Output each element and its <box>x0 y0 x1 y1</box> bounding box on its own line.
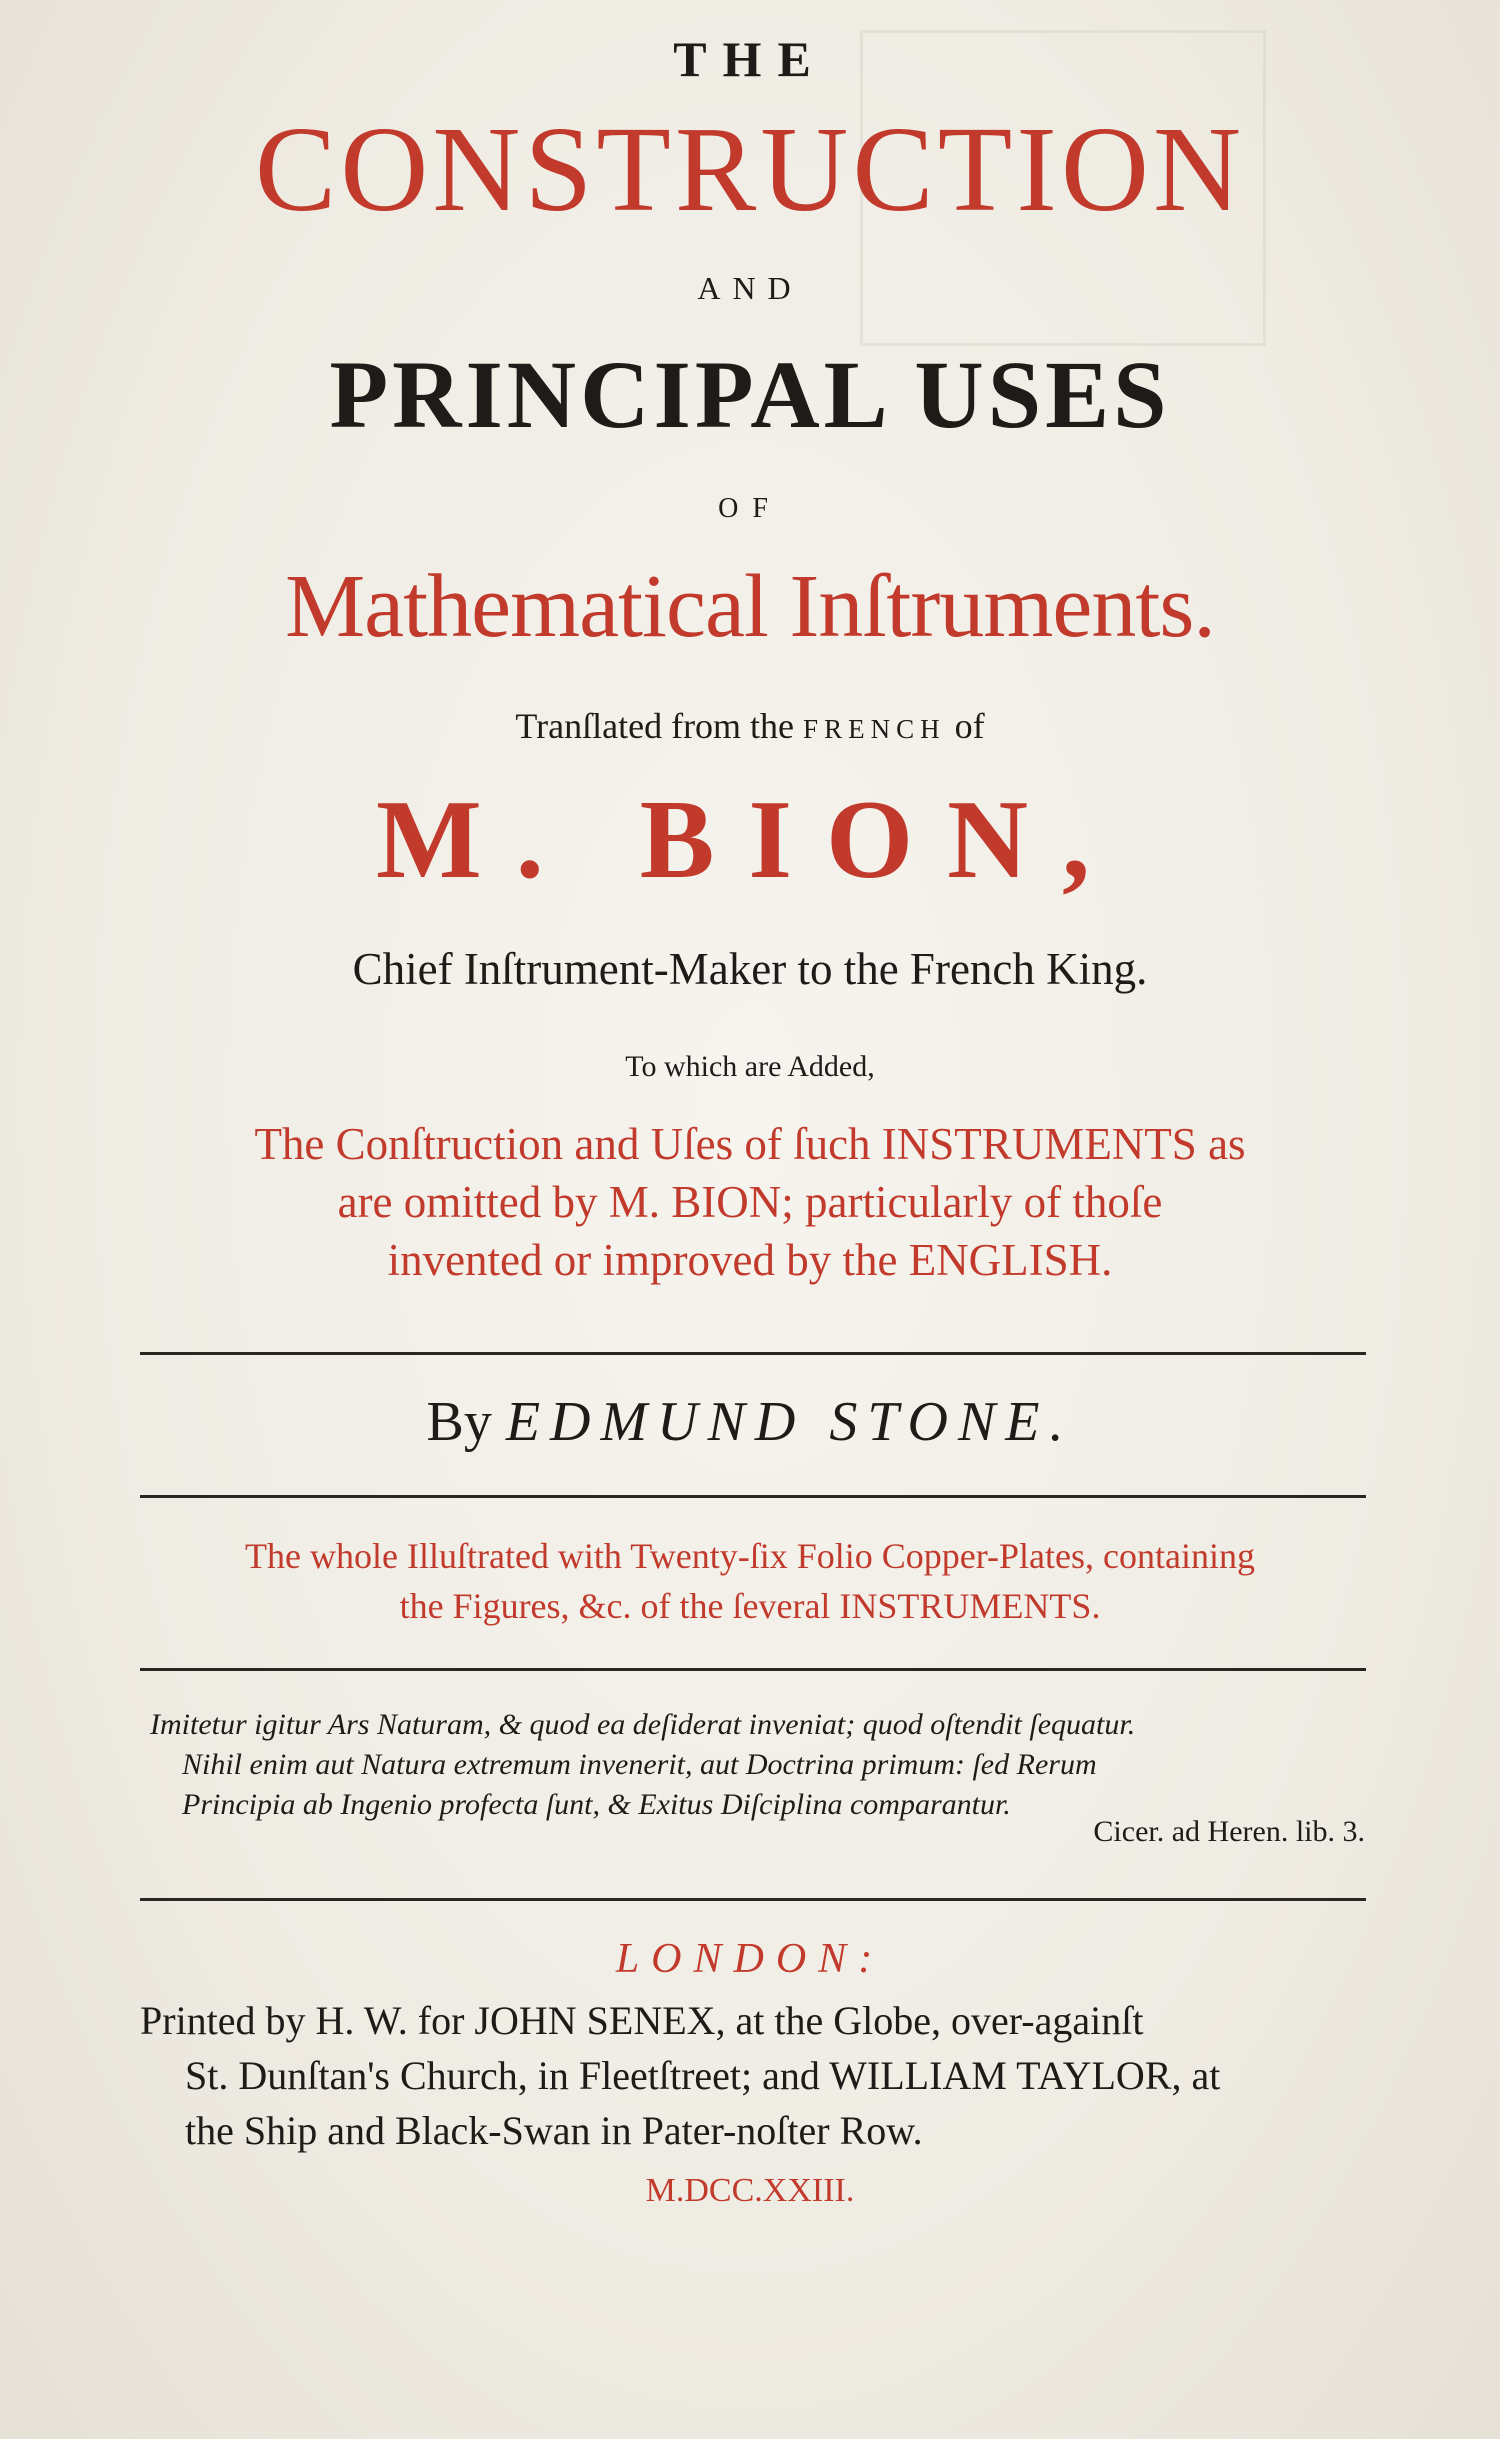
title-the: THE <box>673 31 827 87</box>
illustration-line-1: The whole Illuſtrated with Twenty-ſix Folio Copper-Plates, containing <box>245 1536 1255 1576</box>
divider-rule <box>140 1898 1366 1901</box>
quotation-source: Cicer. ad Heren. lib. 3. <box>1093 1815 1365 1848</box>
imprint-city: LONDON: <box>615 1936 885 1982</box>
imprint-line-2: St. Dunſtan's Church, in Fleetſtreet; and WILLIAM TAYLOR, at <box>185 2053 1221 2098</box>
title-principal-uses: PRINCIPAL USES <box>329 341 1171 448</box>
divider-rule <box>140 1668 1366 1671</box>
quotation-line-2: Nihil enim aut Natura extremum invenerit, aut Doctrina primum: ſed Rerum <box>182 1748 1097 1781</box>
addition-line-2: are omitted by M. BION; particularly of thoſe <box>337 1177 1163 1227</box>
title-mathematical-instruments: Mathematical Inſtruments. <box>285 557 1215 656</box>
quotation-line-1: Imitetur igitur Ars Naturam, & quod ea deſiderat inveniat; quod oſtendit ſequatur. <box>150 1708 1136 1741</box>
quotation-line-3: Principia ab Ingenio profecta ſunt, & Exitus Diſciplina comparantur. <box>182 1788 1011 1821</box>
byline-name: EDMUND STONE. <box>505 1391 1074 1453</box>
imprint-line-3: the Ship and Black-Swan in Pater-noſter Row. <box>185 2108 923 2153</box>
addition-line-3: invented or improved by the ENGLISH. <box>387 1235 1113 1285</box>
divider-rule <box>140 1495 1366 1498</box>
translation-prefix: Tranſlated from the <box>515 706 795 746</box>
translation-french: FRENCH <box>803 714 946 744</box>
title-of: OF <box>718 493 782 524</box>
byline-by: By <box>426 1391 492 1453</box>
author-bion: M. BION, <box>376 778 1124 902</box>
title-construction: CONSTRUCTION <box>254 102 1246 237</box>
illustration-line-2: the Figures, &c. of the ſeveral INSTRUMENTS. <box>399 1586 1101 1626</box>
addition-intro: To which are Added, <box>625 1050 875 1083</box>
addition-line-1: The Conſtruction and Uſes of ſuch INSTRUMENTS as <box>254 1119 1246 1169</box>
divider-rule <box>140 1352 1366 1355</box>
imprint-date: M.DCC.XXIII. <box>645 2172 855 2209</box>
byline <box>0 1390 1500 1454</box>
author-role: Chief Inſtrument-Maker to the French King. <box>352 944 1148 994</box>
imprint-line-1: Printed by H. W. for JOHN SENEX, at the Globe, over-againſt <box>140 1998 1144 2043</box>
translation-suffix: of <box>954 706 985 746</box>
title-and: AND <box>697 270 803 306</box>
translation-line <box>0 705 1500 747</box>
